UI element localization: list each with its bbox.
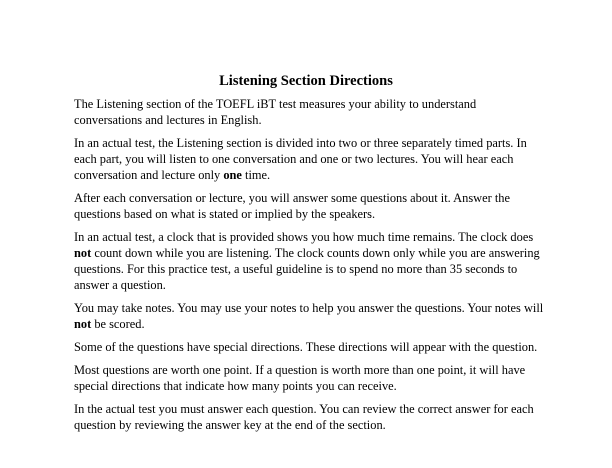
paragraph-answer-questions	[74, 190, 546, 222]
paragraph-text: The Listening section of the TOEFL iBT test measures your ability to understand conversations and lectures in English.	[74, 97, 477, 127]
paragraph-text: time.	[241, 168, 271, 182]
paragraph-clock	[74, 229, 546, 293]
paragraph-notes	[74, 300, 546, 332]
paragraph-text: be scored.	[91, 317, 145, 331]
paragraph-answer-key	[74, 401, 546, 433]
paragraph-special-directions	[74, 339, 546, 355]
paragraph-timed-parts	[74, 135, 546, 183]
paragraph-points	[74, 362, 546, 394]
paragraph-text: count down while you are listening. The clock counts down only while you are answering questions. For this practice test, a useful guideline is to spend no more than 35 seconds to answer a question.	[74, 246, 540, 292]
paragraph-text: In an actual test, the Listening section is divided into two or three separately timed parts. In each part, you will listen to one conversation and one or two lectures. You will hear each conversation and lecture only	[74, 136, 527, 182]
paragraph-text: You may take notes. You may use your notes to help you answer the questions. Your notes will	[74, 301, 544, 315]
paragraph-intro	[74, 96, 546, 128]
paragraph-text: Some of the questions have special directions. These directions will appear with the question.	[74, 340, 538, 354]
paragraph-text: In the actual test you must answer each question. You can review the correct answer for each question by reviewing the answer key at the end of the section.	[74, 402, 534, 432]
page-title: Listening Section Directions	[219, 73, 393, 89]
paragraph-text: After each conversation or lecture, you will answer some questions about it. Answer the questions based on what is stated or implied by the speakers.	[74, 191, 510, 221]
paragraph-text: In an actual test, a clock that is provided shows you how much time remains. The clock does	[74, 230, 534, 244]
paragraph-text: Most questions are worth one point. If a question is worth more than one point, it will have special directions that indicate how many points you can receive.	[74, 363, 526, 393]
emphasis-one: one	[223, 168, 242, 182]
directions-body	[74, 96, 546, 440]
emphasis-not: not	[74, 246, 92, 260]
emphasis-not: not	[74, 317, 92, 331]
